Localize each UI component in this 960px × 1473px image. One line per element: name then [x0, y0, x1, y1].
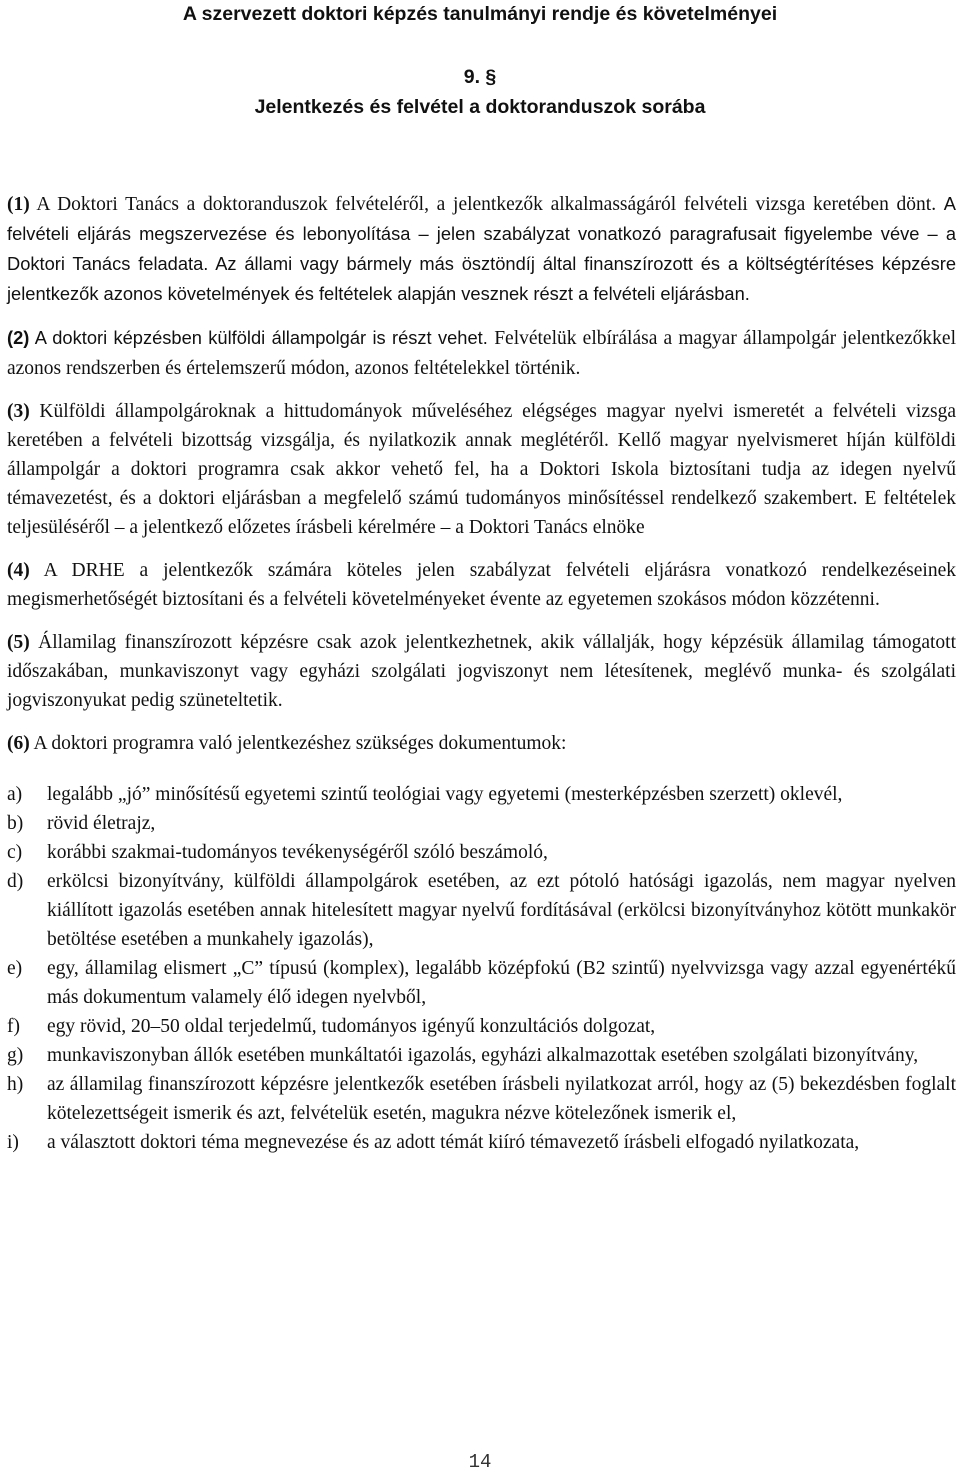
paragraph-number: (1) [7, 194, 30, 215]
list-marker: b) [7, 813, 24, 834]
list-marker: d) [7, 871, 24, 892]
list-text: egy, államilag elismert „C” típusú (komplex), legalább középfokú (B2 szintű) nyelvvizsga vagy azzal egyenértékű más dokumentum valamely élő idegen nyelvből, [47, 958, 956, 1008]
list-item [7, 809, 956, 838]
paragraph-number: (6) [7, 733, 30, 754]
list-text: rövid életrajz, [47, 813, 156, 834]
list-text: legalább „jó” minősítésű egyetemi szintű teológiai vagy egyetemi (mesterképzésben szerzett) oklevél, [47, 784, 843, 805]
paragraph-text: A Doktori Tanács a doktoranduszok felvételéről, a jelentkezők alkalmasságáról felvételi vizsga keretében dönt. [29, 194, 944, 215]
paragraph-5 [7, 628, 956, 715]
paragraph-text: A doktori képzésben külföldi állampolgár is részt vehet. [29, 327, 495, 348]
list-text: egy rövid, 20–50 oldal terjedelmű, tudományos igényű konzultációs dolgozat, [47, 1016, 656, 1037]
list-text: az államilag finanszírozott képzésre jelentkezők esetében írásbeli nyilatkozat arról, hogy az (5) bekezdésben foglalt kötelezettségeit ismerik és azt, felvételük esetén, magukra nézve kötelezőnek ismerik el, [47, 1074, 956, 1124]
list-item [7, 954, 956, 1012]
paragraph-number: (5) [7, 632, 30, 653]
list-marker: f) [7, 1016, 20, 1037]
paragraph-text: A DRHE a jelentkezők számára köteles jelen szabályzat felvételi eljárásra vonatkozó rendelkezéseinek megismerhetőségét biztosítani és a felvételi követelményeket évente az egyetemen szokásos módon közzétenni. [7, 560, 956, 610]
document-list [7, 780, 956, 1157]
page-number: 14 [468, 1451, 492, 1473]
list-marker: g) [7, 1045, 24, 1066]
paragraph-number: (2) [7, 327, 30, 348]
list-item [7, 1128, 956, 1157]
section-number: 9. § [463, 66, 497, 88]
paragraph-text: Külföldi állampolgároknak a hittudományok műveléséhez elégséges magyar nyelvi ismeretét a felvételi vizsga keretében a felvételi bizottság vizsgálja, és nyilatkozik annak meglétéről. Kellő magyar nyelvismeret híján külföldi állampolgár a doktori programra csak akkor vehető fel, ha a Doktori Iskola biztosítani tudja az idegen nyelvű témavezetést, és a doktori eljárásban a megfelelő számú tudományos minősítéssel rendelkező szakembert. E feltételek teljesüléséről – a jelentkező előzetes írásbeli kérelmére – a Doktori Tanács elnöke [7, 401, 956, 538]
paragraph-number: (3) [7, 401, 30, 422]
list-item [7, 838, 956, 867]
section-title: Jelentkezés és felvétel a doktoranduszok sorába [254, 96, 706, 118]
list-item [7, 1070, 956, 1128]
body-text [7, 189, 956, 1157]
list-item [7, 1012, 956, 1041]
list-text: munkaviszonyban állók esetében munkáltatói igazolás, egyházi alkalmazottak esetében szolgálati bizonyítvány, [47, 1045, 919, 1066]
list-item [7, 1041, 956, 1070]
paragraph-1 [7, 189, 956, 309]
list-text: a választott doktori téma megnevezése és az adott témát kiíró témavezető írásbeli elfogadó nyilatkozata, [47, 1132, 860, 1153]
list-item [7, 867, 956, 954]
list-marker: c) [7, 842, 23, 863]
list-item [7, 780, 956, 809]
paragraph-3 [7, 397, 956, 542]
list-text: korábbi szakmai-tudományos tevékenységéről szóló beszámoló, [47, 842, 548, 863]
paragraph-number: (4) [7, 560, 30, 581]
list-marker: i) [7, 1132, 19, 1153]
list-text: erkölcsi bizonyítvány, külföldi állampolgárok esetében, az ezt pótoló hatósági igazolás, nem magyar nyelven kiállított igazolás esetében annak hitelesített magyar nyelvű fordításával (erkölcsi bizonyítványhoz kötött munkakör betöltése esetében a munkahely igazolás), [47, 871, 956, 950]
paragraph-text: Felvételük elbírálása a magyar állampolgár jelentkezőkkel azonos rendszerben és értelemszerű módon, azonos feltételekkel történik. [7, 328, 956, 379]
paragraph-4 [7, 556, 956, 614]
paragraph-2 [7, 323, 956, 383]
paragraph-text: A doktori programra való jelentkezéshez szükséges dokumentumok: [29, 733, 567, 754]
paragraph-6 [7, 729, 956, 758]
paragraph-text: A felvételi eljárás megszervezése és lebonyolítása – jelen szabályzat vonatkozó paragrafusait figyelembe véve – a Doktori Tanács feladata. Az állami vagy bármely más ösztöndíj által finanszírozott és a költségtérítéses képzésre jelentkezők azonos követelmények és feltételek alapján vesznek részt a felvételi eljárásban. [7, 193, 956, 304]
list-marker: h) [7, 1074, 24, 1095]
list-marker: a) [7, 784, 23, 805]
running-header: A szervezett doktori képzés tanulmányi rendje és követelményei [182, 3, 778, 25]
list-marker: e) [7, 958, 23, 979]
paragraph-text: Államilag finanszírozott képzésre csak azok jelentkezhetnek, akik vállalják, hogy képzésük államilag támogatott időszakában, munkaviszonyt vagy egyházi szolgálati jogviszonyt nem létesítenek, meglévő munka- és szolgálati jogviszonyukat pedig szüneteltetik. [7, 632, 956, 711]
